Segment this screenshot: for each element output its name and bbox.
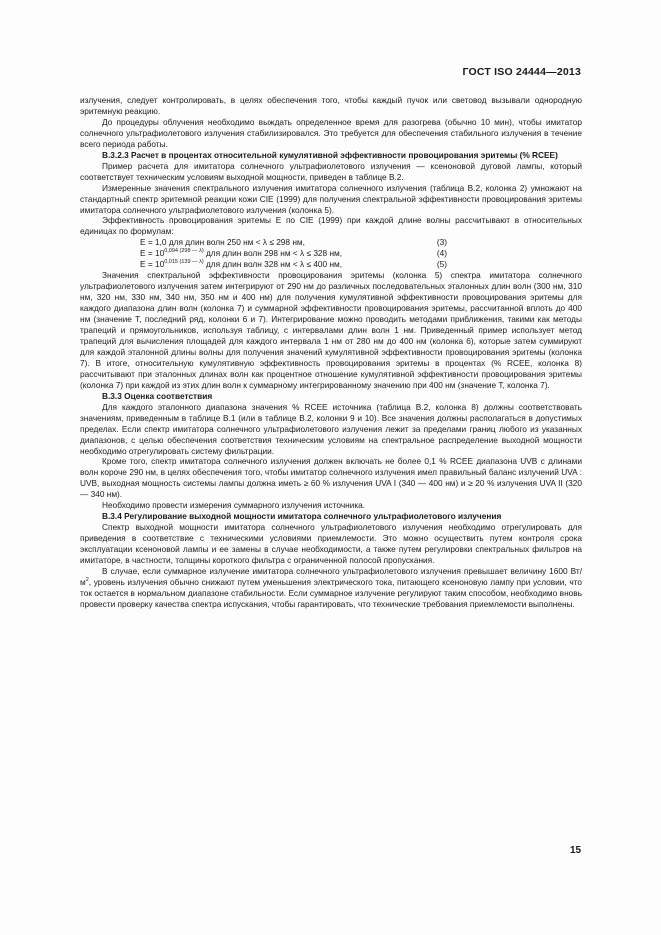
formula-line <box>80 259 582 270</box>
section-heading: В.3.4 Регулирование выходной мощности имитатора солнечного ультрафиолетового излучения <box>102 511 502 522</box>
formula-text: для длин волн 298 нм < λ ≤ 328 нм, <box>203 248 343 259</box>
formula-line <box>80 248 582 259</box>
paragraph-text: В случае, если суммарное излучение имитатора солнечного ультрафиолетового излучения превышает величину 1600 Вт/м <box>80 565 582 587</box>
formula-line <box>80 237 582 248</box>
formula-text: E = 10 <box>140 259 165 270</box>
paragraph: Пример расчета для имитатора солнечного ультрафиолетового излучения — ксеноновой дуговой лампы, который соответствует техническим условиям выходной мощности, приведен в таблице В.2. <box>80 160 582 182</box>
paragraph: Для каждого эталонного диапазона значения % RCEE источника (таблица В.2, колонка 8) должны соответствовать значениям, приведенным в таблице В.1 (или в таблице В.2, колонки 9 и 10). Все значения должны располагаться в допустимых пределах. Если спектр имитатора солнечного ультрафиолетового излучения лежит за пределами границ любого из указанных диапазонов, с целью обеспечения соответствия техническим условиям на спектральное распределение выходной мощности необходимо отрегулировать систему фильтрации. <box>80 401 582 456</box>
document-body <box>80 95 582 610</box>
formula-text: E = 1,0 для длин волн 250 нм < λ ≤ 298 нм, <box>140 237 305 248</box>
paragraph: Измеренные значения спектрального излучения имитатора солнечного излучения (таблица В.2, колонка 2) умножают на стандартный спектр эритемной реакции кожи CIE (1999) для получения спектральной эффективности провоцирования эритемы имитатора солнечного ультрафиолетового излучения (колонка 5). <box>80 182 582 215</box>
paragraph: Необходимо провести измерения суммарного излучения источника. <box>102 500 366 511</box>
section-heading: В.3.2.3 Расчет в процентах относительной кумулятивной эффективности провоцирования эритемы (% RCEE) <box>102 149 558 160</box>
paragraph: Значения спектральной эффективности провоцирования эритемы (колонка 5) спектра имитатора солнечного ультрафиолетового излучения затем интегрируют от 290 нм до различных последовательных эталонных длин волн (300 нм, 310 нм, 320 нм, 330 нм, 340 нм, 350 нм и 400 нм) для получения кумулятивной эффективности провоцирования эритемы для каждого диапазона длин волн (колонка 7) и суммарной эффективности провоцирования эритемы, рассчитанной вплоть до 400 нм (значение Т, последний ряд, колонки 6 и 7). Интегрирование можно проводить методами приближения, такими как методы трапеций и прямоугольников, используя таблицу, с интервалами длин волн 1 нм. Приведенный пример использует метод трапеций для вычисления площадей для каждого интервала 1 нм от 280 нм до 400 нм (колонка 6), которые затем суммируют для каждой эталонной длины волны для получения значений кумулятивной эффективности провоцирования эритемы (колонка 7). В итоге, относительную кумулятивную эффективность провоцирования эритемы в процентах (% RCEE, колонка 8) рассчитывают при эталонных длинах волн как процентное отношение кумулятивной эффективности провоцирования эритемы (колонка 7) при каждой из этих длин волн к суммарному интегрированному значению при 400 нм (значение Т, колонка 7). <box>80 270 582 390</box>
paragraph: Спектр выходной мощности имитатора солнечного ультрафиолетового излучения необходимо отрегулировать для приведения в соответствие с техническими условиями приемлемости. Это можно осуществить путем контроля срока эксплуатации ксеноновой лампы и ее замены в случае необходимости, а также путем регулировки спектральных фильтров на имитаторе, в частности, толщины короткого фильтра с ограниченной полосой пропускания. <box>80 522 582 566</box>
paragraph <box>80 566 582 610</box>
formula-exponent: 0,094 (298 — λ) <box>164 248 204 255</box>
paragraph: Эффективность провоцирования эритемы Е по CIE (1999) при каждой длине волны рассчитывают в относительных единицах по формулам: <box>80 215 582 237</box>
paragraph-text: , уровень излучения обычно снижают путем уменьшения электрического тока, питающего ксеноновую лампу при условии, что ток остается в нормальном диапазоне стабильности. Если суммарное излучение регулируют таким способом, необходимо вновь провести проверку качества спектра испускания, чтобы гарантировать, что технические требования приемлемости выполнены. <box>80 576 582 609</box>
paragraph: излучения, следует контролировать, в целях обеспечения того, чтобы каждый пучок или световод вызывали однородную эритемную реакцию. <box>80 95 582 116</box>
formula-number: (5) <box>436 259 447 270</box>
paragraph: Кроме того, спектр имитатора солнечного излучения должен включать не более 0,1 % RCEE диапазона UVB с длинами волн короче 290 нм, в целях обеспечения того, чтобы имитатор солнечного излучения имел правильный баланс излучений UVA : UVB, выходная мощность системы лампы должна иметь ≥ 60 % излучения UVA I (340 — 400 нм) и ≥ 20 % излучения UVA II (320 — 340 нм). <box>80 456 582 500</box>
section-heading: В.3.3 Оценка соответствия <box>102 390 213 401</box>
formula-text: для длин волн 328 нм < λ ≤ 400 нм, <box>203 259 343 270</box>
paragraph: До процедуры облучения необходимо выждать определенное время для разогрева (обычно 10 мин), чтобы имитатор солнечного ультрафиолетового излучения стабилизировался. Это требуется для обеспечения стабильного излучения в течение всего периода работы. <box>80 116 582 149</box>
unit-exponent: 2 <box>85 576 89 583</box>
formula-number: (4) <box>436 248 447 259</box>
formula-text: E = 10 <box>140 248 165 259</box>
formula-exponent: 0,015 (139 — λ) <box>164 259 204 266</box>
standard-header: ГОСТ ISO 24444—2013 <box>462 66 581 78</box>
formula-number: (3) <box>436 237 447 248</box>
page-number: 15 <box>570 845 582 856</box>
